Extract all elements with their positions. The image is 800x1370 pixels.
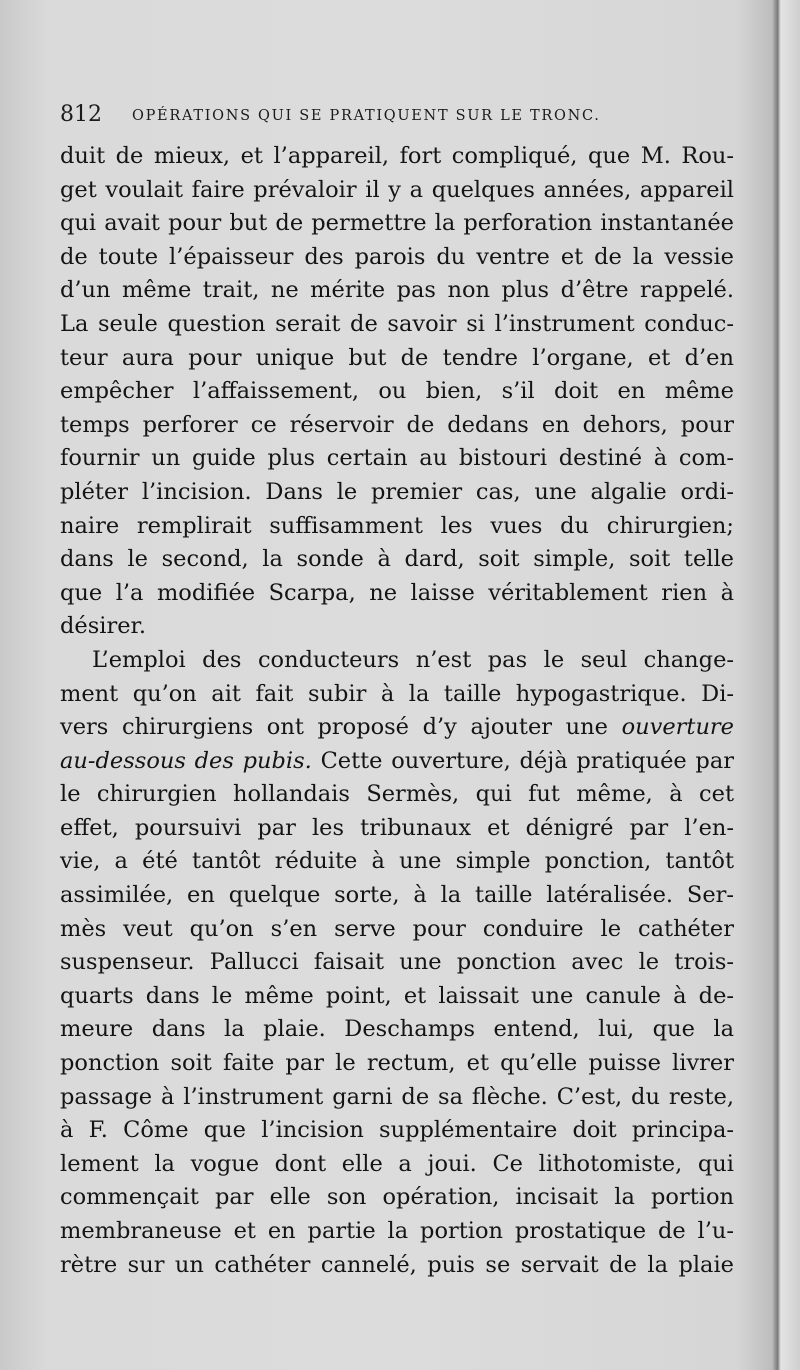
text-line: duit de mieux, et l’appareil, fort compliqué, que M. Rou- bbox=[60, 143, 734, 169]
text-line: pléter l’incision. Dans le premier cas, une algalie ordi- bbox=[60, 478, 734, 505]
text-line: naire remplirait suffisamment les vues du chirurgien; bbox=[60, 512, 734, 539]
text-line: membraneuse et en partie la portion prostatique de l’u- bbox=[60, 1218, 734, 1244]
running-title: OPÉRATIONS QUI SE PRATIQUENT SUR LE TRONC. bbox=[132, 108, 601, 124]
text-line: rètre sur un cathéter cannelé, puis se servait de la plaie bbox=[60, 1251, 734, 1278]
text-line: meure dans la plaie. Deschamps entend, lui, que la bbox=[60, 1016, 734, 1043]
text-segment: vers chirurgiens ont proposé d’y ajouter une bbox=[60, 714, 608, 741]
text-line: qui avait pour but de permettre la perforation instantanée bbox=[60, 210, 734, 237]
text-line: La seule question serait de savoir si l’instrument conduc- bbox=[60, 310, 734, 337]
text-line: assimilée, en quelque sorte, à la taille latéralisée. Ser- bbox=[60, 882, 734, 909]
text-line: empêcher l’affaissement, ou bien, s’il doit en même bbox=[60, 378, 734, 405]
running-head bbox=[60, 100, 710, 130]
body-text bbox=[60, 140, 734, 1282]
italic-text: ouverture bbox=[621, 714, 735, 741]
text-line: lement la vogue dont elle a joui. Ce lithotomiste, qui bbox=[60, 1150, 734, 1177]
italic-text: au-dessous des pubis. bbox=[60, 747, 312, 774]
text-line: que l’a modifiée Scarpa, ne laisse véritablement rien à bbox=[60, 579, 734, 606]
text-line: le chirurgien hollandais Sermès, qui fut même, à cet bbox=[60, 781, 734, 808]
text-line: de toute l’épaisseur des parois du ventre et de la vessie bbox=[60, 243, 734, 270]
text-line: suspenseur. Pallucci faisait une ponction avec le trois- bbox=[60, 949, 734, 976]
text-line: temps perforer ce réservoir de dedans en dehors, pour bbox=[60, 411, 734, 438]
text-line: ponction soit faite par le rectum, et qu’elle puisse livrer bbox=[60, 1050, 734, 1077]
text-line: quarts dans le même point, et laissait une canule à de- bbox=[60, 982, 734, 1009]
text-line: get voulait faire prévaloir il y a quelques années, appareil bbox=[60, 176, 734, 203]
text-line: vie, a été tantôt réduite à une simple ponction, tantôt bbox=[60, 848, 734, 875]
text-segment: Cette ouverture, déjà pratiquée par bbox=[320, 747, 734, 774]
text-line: dans le second, la sonde à dard, soit simple, soit telle bbox=[60, 546, 734, 573]
text-line: à F. Côme que l’incision supplémentaire doit principa- bbox=[60, 1117, 734, 1144]
paragraph-start-line: L’emploi des conducteurs n’est pas le seul change- bbox=[92, 646, 734, 673]
text-line: d’un même trait, ne mérite pas non plus d’être rappelé. bbox=[60, 277, 734, 304]
text-line: teur aura pour unique but de tendre l’organe, et d’en bbox=[60, 344, 734, 371]
text-line: fournir un guide plus certain au bistouri destiné à com- bbox=[60, 445, 734, 472]
text-line: ment qu’on ait fait subir à la taille hypogastrique. Di- bbox=[60, 680, 734, 707]
text-line: passage à l’instrument garni de sa flèche. C’est, du reste, bbox=[60, 1083, 734, 1110]
text-line bbox=[60, 745, 734, 779]
text-line: mès veut qu’on s’en serve pour conduire le cathéter bbox=[60, 915, 734, 942]
text-line: commençait par elle son opération, incisait la portion bbox=[60, 1184, 734, 1211]
page-number: 812 bbox=[60, 102, 102, 127]
text-line: effet, poursuivi par les tribunaux et dénigré par l’en- bbox=[60, 814, 734, 841]
text-line bbox=[60, 711, 734, 745]
text-line: désirer. bbox=[60, 613, 146, 640]
